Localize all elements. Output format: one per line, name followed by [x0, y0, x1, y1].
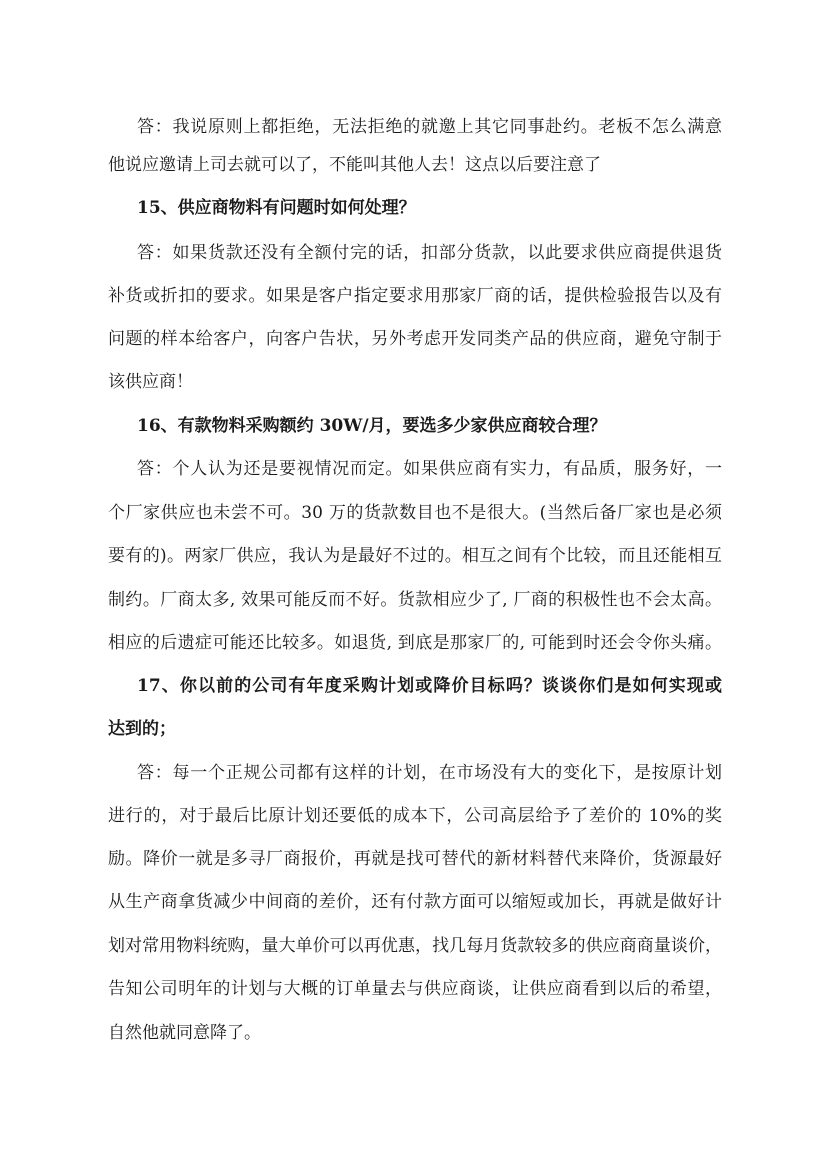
answer-17-line: 从生产商拿货减少中间商的差价，还有付款方面可以缩短或加长，再就是做好计: [108, 892, 722, 912]
answer-17-line: 自然他就同意降了。: [108, 1023, 261, 1043]
answer-17-line: 答：每一个正规公司都有这样的计划，在市场没有大的变化下，是按原计划: [137, 763, 722, 783]
answer-17-line: 励。降价一就是多寻厂商报价，再就是找可替代的新材料替代来降价，货源最好: [108, 849, 722, 869]
question-17-heading: 达到的；: [108, 719, 176, 739]
answer-17-line: 进行的，对于最后比原计划还要低的成本下，公司高层给予了差价的 10%的奖: [108, 806, 722, 826]
answer-16-line: 个厂家供应也未尝不可。30 万的货款数目也不是很大。(当然后备厂家也是必须: [108, 503, 722, 523]
answer-14-line: 他说应邀请上司去就可以了，不能叫其他人去！这点以后要注意了: [108, 155, 601, 175]
answer-15-line: 答：如果货款还没有全额付完的话，扣部分货款，以此要求供应商提供退货: [137, 243, 722, 263]
answer-16-line: 答：个人认为还是要视情况而定。如果供应商有实力，有品质，服务好，一: [137, 459, 722, 479]
question-16-heading: 16、有款物料采购额约 30W/月，要选多少家供应商较合理？: [137, 416, 607, 436]
answer-15-line: 补货或折扣的要求。如果是客户指定要求用那家厂商的话，提供检验报告以及有: [108, 286, 722, 306]
answer-17-line: 划对常用物料统购，量大单价可以再优惠，找几每月货款较多的供应商商量谈价，: [108, 936, 722, 956]
answer-16-line: 相应的后遗症可能还比较多。如退货, 到底是那家厂的, 可能到时还会令你头痛。: [108, 633, 722, 653]
answer-16-line: 要有的)。两家厂供应，我认为是最好不过的。相互之间有个比较，而且还能相互: [108, 546, 722, 566]
question-17-heading: 17、你以前的公司有年度采购计划或降价目标吗？谈谈你们是如何实现或: [137, 676, 722, 696]
answer-17-line: 告知公司明年的计划与大概的订单量去与供应商谈，让供应商看到以后的希望，: [108, 979, 722, 999]
answer-16-line: 制约。厂商太多, 效果可能反而不好。货款相应少了, 厂商的积极性也不会太高。: [108, 590, 722, 610]
answer-15-line: 问题的样本给客户，向客户告状，另外考虑开发同类产品的供应商，避免守制于: [108, 329, 722, 349]
question-15-heading: 15、供应商物料有问题时如何处理？: [137, 198, 416, 218]
answer-15-line: 该供应商！: [108, 372, 193, 392]
answer-14-line: 答：我说原则上都拒绝，无法拒绝的就邀上其它同事赴约。老板不怎么满意: [137, 117, 722, 137]
